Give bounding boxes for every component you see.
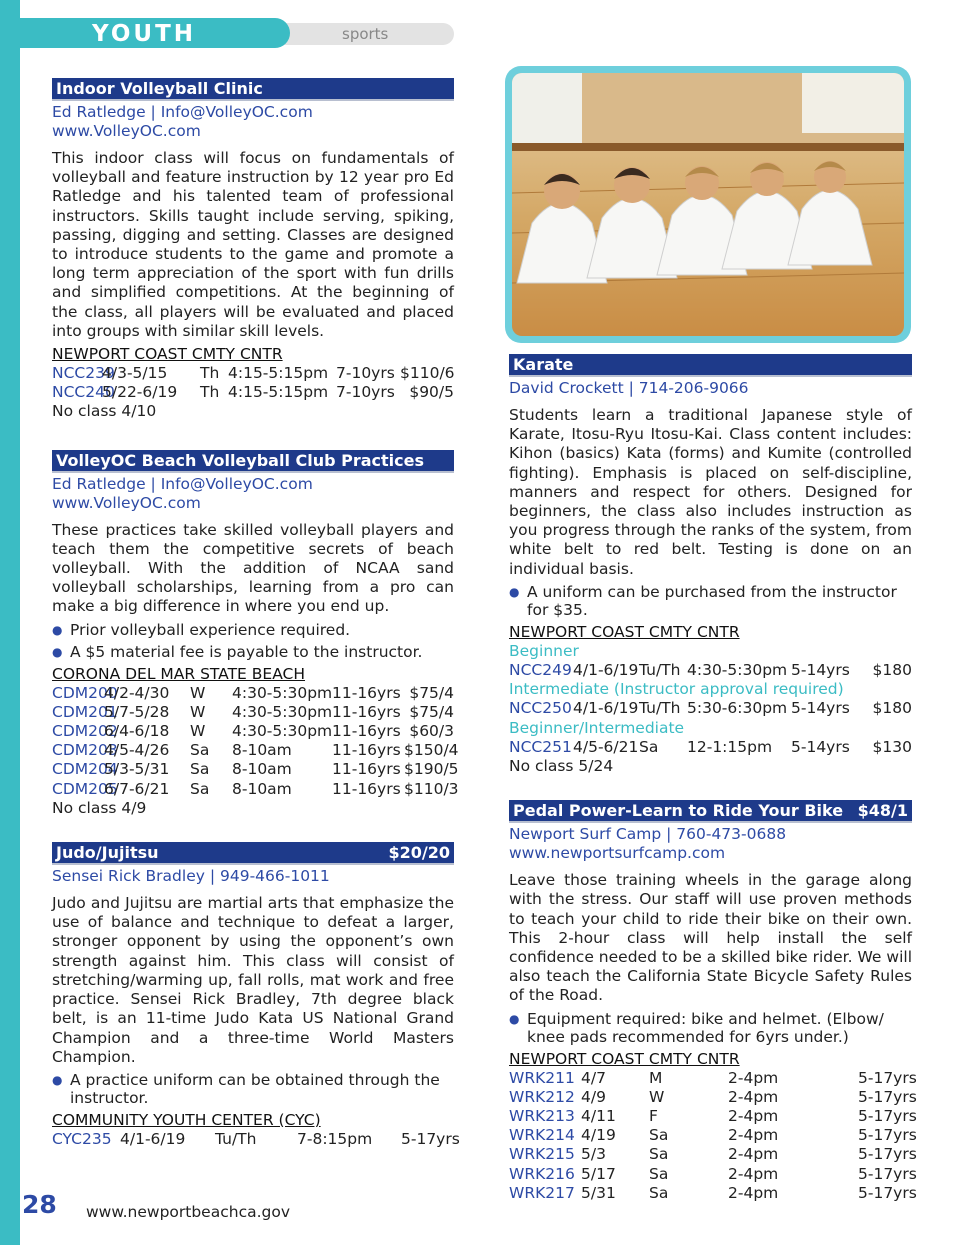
class-note: No class 4/9 — [52, 798, 147, 817]
session-row — [509, 699, 912, 718]
class-description: Judo and Jujitsu are martial arts that emphasize the use of balance and technique to defeat a larger, stronger opponent by using the opponent’s own strength against him. This class will consist of stretching/warming up, fall rolls, mat work and free practice. Sensei Rick Bradley, 7th degree black belt, is an 11-time Judo Kata US National Grand Champion and a three-time World Masters Champion. — [52, 894, 454, 1066]
class-title-bar — [509, 354, 912, 375]
class-description: Leave those training wheels in the garage along with the stress. Our staff will use proven methods to teach your child to ride their bike on their own. This 2-hour class will help install the self confidence needed to be a skilled bike rider. We will also teach the California State Bicycle Safety Rules of the Road. — [509, 871, 912, 1005]
session-dates: 5/3-5/31 — [104, 760, 170, 779]
session-ages: 11-16yrs — [332, 779, 401, 798]
session-fee: $90/5 — [409, 383, 454, 402]
session-time: 2-4pm — [728, 1145, 779, 1164]
session-ages: 5-17yrs — [858, 1087, 917, 1106]
session-ages: 7-10yrs — [336, 383, 395, 402]
footer-website-link[interactable]: www.newportbeachca.gov — [86, 1203, 291, 1221]
session-code[interactable]: WRK214 — [509, 1126, 575, 1145]
session-day: W — [649, 1087, 665, 1106]
session-list — [509, 642, 912, 757]
class-title-bar — [52, 450, 454, 471]
session-code[interactable]: NCC251 — [509, 737, 572, 756]
level-label: Intermediate (Instructor approval required) — [509, 680, 844, 699]
session-list — [52, 1129, 460, 1149]
session-day: W — [190, 683, 206, 702]
session-dates: 4/7 — [581, 1068, 606, 1087]
session-day: M — [649, 1068, 663, 1087]
session-row — [52, 779, 459, 799]
session-code[interactable]: CDM201 — [52, 702, 118, 721]
session-code[interactable]: WRK212 — [509, 1087, 575, 1106]
session-time: 2-4pm — [728, 1126, 779, 1145]
class-website-link[interactable]: www.VolleyOC.com — [52, 122, 201, 140]
session-ages: 5-17yrs — [858, 1145, 917, 1164]
session-ages: 5-14yrs — [791, 737, 850, 756]
session-row — [509, 1183, 917, 1203]
class-description: These practices take skilled volleyball players and teach them the competitive secrets of beach volleyball. With the addition of NCAA sand volleyball scholarships, learning from a pro can make a big difference in where you end up. — [52, 520, 454, 616]
session-time: 4:15-5:15pm — [228, 364, 329, 383]
session-row — [52, 741, 459, 760]
session-list — [52, 364, 454, 402]
session-dates: 5/7-5/28 — [104, 702, 170, 721]
class-title: Pedal Power-Learn to Ride Your Bike — [513, 801, 844, 821]
class-title: VolleyOC Beach Volleyball Club Practices — [56, 450, 425, 470]
bullet-icon: ● — [52, 1072, 63, 1087]
class-note: No class 5/24 — [509, 757, 614, 776]
session-row — [509, 1126, 917, 1145]
session-time: 8-10am — [232, 779, 292, 798]
session-fee: $150/4 — [404, 741, 459, 760]
session-code[interactable]: CDM204 — [52, 760, 118, 779]
session-code[interactable]: NCC240 — [52, 383, 115, 402]
class-beach-volleyball — [52, 450, 459, 818]
session-dates: 5/31 — [581, 1183, 616, 1202]
session-fee: $75/4 — [409, 683, 454, 702]
session-time: 2-4pm — [728, 1087, 779, 1106]
class-location: CORONA DEL MAR STATE BEACH — [52, 664, 306, 683]
session-dates: 5/22-6/19 — [102, 383, 178, 402]
session-ages: 11-16yrs — [332, 722, 401, 741]
class-title: Indoor Volleyball Clinic — [56, 79, 263, 98]
session-time: 4:30-5:30pm — [687, 661, 788, 680]
session-time: 4:15-5:15pm — [228, 383, 329, 402]
session-row — [509, 661, 912, 680]
class-pedal-power — [509, 800, 917, 1203]
session-ages: 11-16yrs — [332, 702, 401, 721]
class-bullet: ● A practice uniform can be obtained through the instructor. — [52, 1070, 440, 1107]
session-ages: 5-17yrs — [858, 1107, 917, 1126]
session-code[interactable]: WRK211 — [509, 1068, 575, 1087]
session-day: Sa — [639, 737, 659, 756]
bullet-icon: ● — [52, 644, 63, 659]
class-title-bar — [52, 78, 454, 99]
session-row — [52, 1129, 460, 1149]
bullet-icon: ● — [509, 1011, 520, 1026]
class-contact[interactable]: Newport Surf Camp | 760-473-0688 — [509, 825, 787, 844]
session-code[interactable]: WRK216 — [509, 1164, 575, 1183]
session-ages: 11-16yrs — [332, 760, 401, 779]
class-contact[interactable]: Sensei Rick Bradley | 949-466-1011 — [52, 867, 330, 886]
section-title: YOUTH — [20, 18, 290, 48]
left-column — [52, 78, 460, 1149]
session-day: Tu/Th — [215, 1129, 257, 1148]
session-time: 8-10am — [232, 760, 292, 779]
session-time: 5:30-6:30pm — [687, 699, 788, 718]
class-location: NEWPORT COAST CMTY CNTR — [509, 1049, 740, 1068]
class-contact[interactable]: Ed Ratledge | Info@VolleyOC.com — [52, 103, 313, 121]
session-code[interactable]: NCC239 — [52, 364, 115, 383]
session-day: Sa — [649, 1126, 669, 1145]
session-day: Sa — [190, 741, 210, 760]
session-dates: 4/2-4/30 — [104, 683, 170, 702]
session-day: Sa — [190, 779, 210, 798]
session-fee: $180 — [872, 699, 912, 718]
session-ages: 11-16yrs — [332, 741, 401, 760]
session-ages: 5-14yrs — [791, 661, 850, 680]
session-time: 2-4pm — [728, 1183, 779, 1202]
class-title: Judo/Jujitsu — [56, 843, 159, 863]
session-row — [509, 1145, 917, 1164]
class-location: NEWPORT COAST CMTY CNTR — [509, 622, 740, 641]
bullet-icon: ● — [52, 622, 63, 637]
class-description: Students learn a traditional Japanese style of Karate, Itosu-Ryu Itosu-Kai. Class content includes: Kihon (basics) Kata (forms) and Kumite (controlled fighting). Emphasis is placed on self-discipline, manners and respect for others. Designed for beginners, the class also includes instruction as you progress through the ranks of the system, from white belt to red belt. Testing is done on an individual basis. — [509, 406, 912, 578]
class-title-bar — [52, 842, 454, 863]
session-row — [52, 703, 454, 722]
session-day: Sa — [190, 760, 210, 779]
session-code[interactable]: CDM202 — [52, 722, 118, 741]
session-code[interactable]: WRK217 — [509, 1183, 575, 1202]
session-dates: 4/19 — [581, 1126, 616, 1145]
class-volleyball-clinic — [52, 78, 454, 422]
session-day: Tu/Th — [639, 661, 681, 680]
class-bullet: ● Equipment required: bike and helmet. (Elbow/ knee pads recommended for 6yrs under.) — [509, 1009, 884, 1046]
session-time: 12-1:15pm — [687, 737, 773, 756]
session-code[interactable]: CDM203 — [52, 741, 118, 760]
session-dates: 4/1-6/19 — [573, 699, 639, 718]
session-list — [509, 1068, 917, 1203]
session-time: 4:30-5:30pm — [232, 702, 333, 721]
class-title: Karate — [513, 355, 574, 374]
session-ages: 5-17yrs — [401, 1129, 460, 1148]
session-row — [509, 1107, 917, 1126]
class-title-bar — [509, 800, 912, 821]
session-ages: 7-10yrs — [336, 364, 395, 383]
session-day: F — [649, 1107, 658, 1126]
session-time: 4:30-5:30pm — [232, 683, 333, 702]
session-code[interactable]: CDM200 — [52, 683, 118, 702]
session-time: 2-4pm — [728, 1164, 779, 1183]
session-day: Th — [200, 364, 220, 383]
session-row — [509, 1087, 917, 1107]
session-time: 2-4pm — [728, 1107, 779, 1126]
session-dates: 4/5-6/21 — [573, 737, 639, 756]
session-code[interactable]: WRK213 — [509, 1107, 575, 1126]
session-dates: 4/1-6/19 — [573, 661, 639, 680]
session-day: Sa — [649, 1145, 669, 1164]
level-label: Beginner — [509, 641, 579, 660]
class-location: COMMUNITY YOUTH CENTER (CYC) — [52, 1110, 321, 1129]
class-price: $20/20 — [388, 843, 450, 863]
class-website-link[interactable]: www.newportsurfcamp.com — [509, 844, 726, 863]
class-bullet: ● Prior volleyball experience required. — [52, 620, 351, 639]
session-row — [52, 364, 454, 383]
class-location: NEWPORT COAST CMTY CNTR — [52, 345, 283, 364]
session-row — [52, 684, 454, 703]
class-price: $48/1 — [857, 801, 908, 821]
session-ages: 5-17yrs — [858, 1164, 917, 1183]
session-ages: 5-14yrs — [791, 699, 850, 718]
class-karate — [509, 354, 912, 776]
photo-image — [512, 73, 904, 336]
level-label: Beginner/Intermediate — [509, 718, 685, 737]
session-fee: $130 — [872, 737, 912, 756]
session-code[interactable]: CYC235 — [52, 1129, 112, 1148]
session-dates: 4/9 — [581, 1087, 606, 1106]
session-time: 8-10am — [232, 741, 292, 760]
class-website-link[interactable]: www.VolleyOC.com — [52, 493, 201, 512]
session-ages: 5-17yrs — [858, 1068, 917, 1087]
session-fee: $110/3 — [404, 779, 459, 798]
session-dates: 6/4-6/18 — [104, 722, 170, 741]
session-row — [509, 738, 912, 757]
session-day: Tu/Th — [639, 699, 681, 718]
right-column — [509, 354, 917, 1203]
session-dates: 4/3-5/15 — [102, 364, 168, 383]
class-description: This indoor class will focus on fundamentals of volleyball and feature instruction by 12 year pro Ed Ratledge and his talented team of professional instructors. Skills taught include serving, spiking, passing, digging and setting. Classes are designed to introduce students to the game and promote a long term appreciation of the sport with fun drills and simplified competitions. At the beginning of the class, all players will be evaluated and placed into groups with similar skill levels. — [52, 149, 454, 340]
page-number: 28 — [22, 1190, 57, 1219]
session-code[interactable]: NCC249 — [509, 661, 572, 680]
session-fee: $60/3 — [409, 722, 454, 741]
session-list — [52, 683, 459, 799]
session-day: W — [190, 702, 206, 721]
session-fee: $190/5 — [404, 760, 459, 779]
class-note: No class 4/10 — [52, 402, 157, 421]
session-day: Sa — [649, 1164, 669, 1183]
session-code[interactable]: NCC250 — [509, 699, 572, 718]
session-fee: $110/6 — [400, 364, 455, 383]
session-day: W — [190, 722, 206, 741]
class-contact[interactable]: Ed Ratledge | Info@VolleyOC.com — [52, 474, 313, 493]
class-bullet: ● A $5 material fee is payable to the instructor. — [52, 642, 423, 661]
session-code[interactable]: WRK215 — [509, 1145, 575, 1164]
session-day: Th — [200, 383, 220, 402]
left-accent-bar — [0, 0, 20, 1245]
session-row — [52, 383, 454, 402]
class-judo — [52, 842, 460, 1149]
session-dates: 4/1-6/19 — [120, 1129, 186, 1148]
session-fee: $75/4 — [409, 702, 454, 721]
session-time: 7-8:15pm — [297, 1129, 373, 1148]
session-ages: 5-17yrs — [858, 1126, 917, 1145]
session-dates: 5/3 — [581, 1145, 606, 1164]
session-row — [509, 1068, 917, 1088]
session-dates: 6/7-6/21 — [104, 779, 170, 798]
session-row — [52, 760, 459, 779]
session-fee: $180 — [872, 661, 912, 680]
session-dates: 4/5-4/26 — [104, 741, 170, 760]
session-day: Sa — [649, 1183, 669, 1202]
session-ages: 5-17yrs — [858, 1183, 917, 1202]
class-bullet: ● A uniform can be purchased from the instructor for $35. — [509, 582, 897, 619]
section-subtitle: sports — [270, 23, 454, 45]
bullet-icon: ● — [509, 584, 520, 599]
session-row — [52, 722, 454, 741]
session-dates: 4/11 — [581, 1107, 616, 1126]
session-time: 2-4pm — [728, 1068, 779, 1087]
karate-students-illustration — [512, 73, 904, 336]
session-code[interactable]: CDM205 — [52, 779, 118, 798]
session-ages: 11-16yrs — [332, 683, 401, 702]
session-dates: 5/17 — [581, 1164, 616, 1183]
session-row — [509, 1164, 917, 1184]
karate-class-photo — [505, 66, 911, 343]
class-contact[interactable]: David Crockett | 714-206-9066 — [509, 379, 749, 397]
session-time: 4:30-5:30pm — [232, 722, 333, 741]
